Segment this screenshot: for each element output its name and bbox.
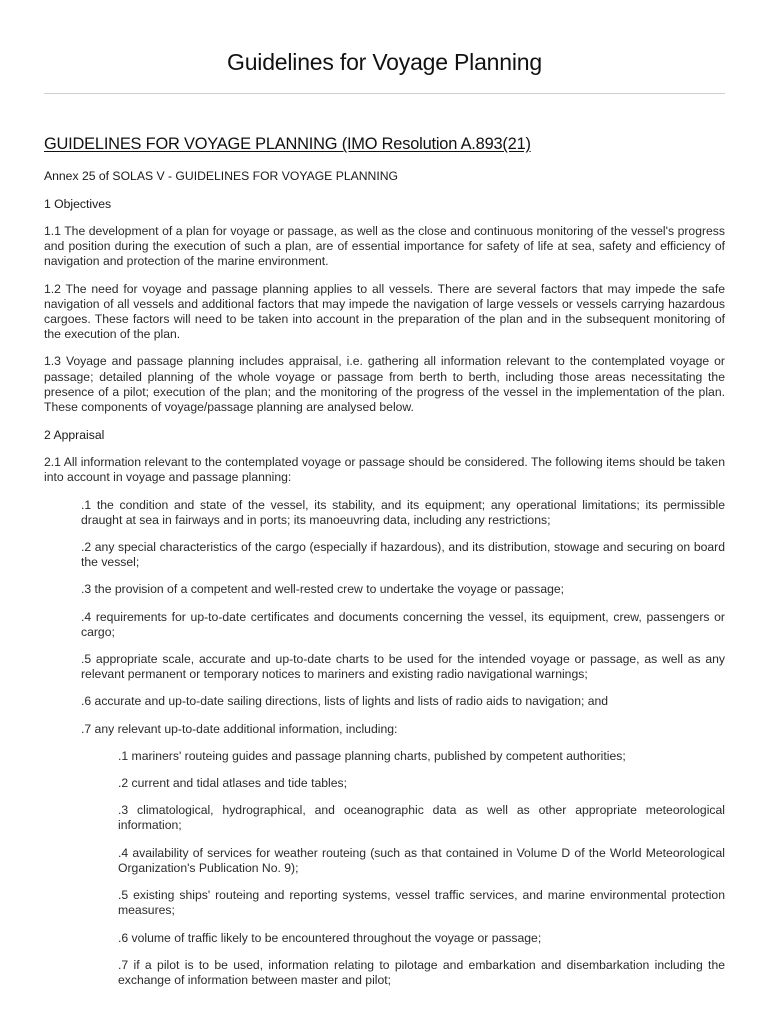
- paragraph-1-3: 1.3 Voyage and passage planning includes appraisal, i.e. gathering all information relevant to the contemplated voyage or passage; detailed planning of the whole voyage or passage from berth to berth, including those areas necessitating the presence of a pilot; execution of the plan; and the monitoring of the progress of the vessel in the implementation of the plan. These components of voyage/passage planning are analysed below.: [44, 354, 725, 415]
- document-title: Guidelines for Voyage Planning: [227, 49, 542, 75]
- sub-list-item: .7 if a pilot is to be used, information relating to pilotage and embarkation and disembarkation including the exchange of information between master and pilot;: [118, 957, 725, 987]
- list-item: .4 requirements for up-to-date certificates and documents concerning the vessel, its equipment, crew, passengers or cargo;: [81, 609, 725, 639]
- list-item: .5 appropriate scale, accurate and up-to-date charts to be used for the intended voyage or passage, as well as any relevant permanent or temporary notices to mariners and existing radio navigational warnings;: [81, 652, 725, 682]
- list-item: .6 accurate and up-to-date sailing directions, lists of lights and lists of radio aids to navigation; and: [81, 694, 609, 709]
- section-title-objectives: 1 Objectives: [44, 197, 112, 211]
- section-title-appraisal: 2 Appraisal: [44, 428, 105, 443]
- paragraph-2-1: 2.1 All information relevant to the contemplated voyage or passage should be considered. The following items should be taken into account in voyage and passage planning:: [44, 455, 725, 485]
- annex-line: Annex 25 of SOLAS V - GUIDELINES FOR VOYAGE PLANNING: [44, 169, 399, 183]
- sub-list-item: .5 existing ships' routeing and reporting systems, vessel traffic services, and marine environmental protection measures;: [118, 888, 725, 918]
- paragraph-1-1: 1.1 The development of a plan for voyage or passage, as well as the close and continuous monitoring of the vessel's progress and position during the execution of such a plan, are of essential importance for safety of life at sea, safety and efficiency of navigation and protection of the marine environment.: [44, 224, 725, 269]
- title-divider: [44, 93, 725, 94]
- sub-list-item: .3 climatological, hydrographical, and oceanographic data as well as other appropriate meteorological information;: [118, 803, 725, 833]
- sub-list-item: .1 mariners' routeing guides and passage planning charts, published by competent authorities;: [118, 748, 626, 763]
- list-item: .1 the condition and state of the vessel, its stability, and its equipment; any operational limitations; its permissible draught at sea in fairways and in ports; its manoeuvring data, including any restrictions;: [81, 497, 725, 527]
- list-item: .7 any relevant up-to-date additional information, including:: [81, 721, 398, 736]
- list-item: .3 the provision of a competent and well-rested crew to undertake the voyage or passage;: [81, 582, 565, 597]
- sub-list-item: .2 current and tidal atlases and tide tables;: [118, 776, 347, 791]
- sub-list-item: .6 volume of traffic likely to be encountered throughout the voyage or passage;: [118, 930, 542, 945]
- sub-list-item: .4 availability of services for weather routeing (such as that contained in Volume D of the World Meteorological Organization's Publication No. 9);: [118, 845, 725, 875]
- list-item: .2 any special characteristics of the cargo (especially if hazardous), and its distribution, stowage and securing on board the vessel;: [81, 540, 725, 570]
- paragraph-1-2: 1.2 The need for voyage and passage planning applies to all vessels. There are several factors that may impede the safe navigation of all vessels and additional factors that may impede the navigation of large vessels or vessels carrying hazardous cargoes. These factors will need to be taken into account in the preparation of the plan and in the subsequent monitoring of the execution of the plan.: [44, 281, 725, 342]
- resolution-heading: GUIDELINES FOR VOYAGE PLANNING (IMO Resolution A.893(21): [44, 135, 531, 153]
